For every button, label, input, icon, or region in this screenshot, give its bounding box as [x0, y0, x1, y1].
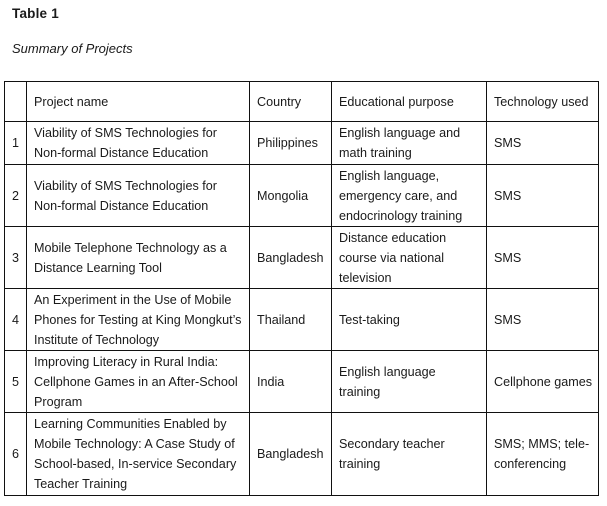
project-name-cell: Viability of SMS Technologies for Non-formal Distance Education [27, 122, 250, 165]
educational-purpose-cell: Distance education course via national television [332, 227, 487, 289]
country-cell: Bangladesh [250, 227, 332, 289]
technology-used-cell: Cellphone games [487, 351, 599, 413]
project-name-cell: An Experiment in the Use of Mobile Phones for Testing at King Mongkut’s Institute of Technology [27, 289, 250, 351]
educational-purpose-cell: English language, emergency care, and endocrinology training [332, 165, 487, 227]
educational-purpose-cell: English language training [332, 351, 487, 413]
table-caption: Summary of Projects [12, 41, 133, 56]
row-number: 4 [5, 289, 27, 351]
project-name-cell: Learning Communities Enabled by Mobile Technology: A Case Study of School-based, In-service Secondary Teacher Training [27, 413, 250, 496]
row-number: 2 [5, 165, 27, 227]
technology-used-cell: SMS [487, 227, 599, 289]
table-label: Table 1 [12, 6, 59, 21]
country-cell: Thailand [250, 289, 332, 351]
educational-purpose-cell: Secondary teacher training [332, 413, 487, 496]
row-number: 3 [5, 227, 27, 289]
header-country: Country [250, 82, 332, 122]
technology-used-cell: SMS [487, 122, 599, 165]
table-row [5, 122, 599, 165]
technology-used-cell: SMS; MMS; tele-conferencing [487, 413, 599, 496]
header-number [5, 82, 27, 122]
table-header-row [5, 82, 599, 122]
project-name-cell: Improving Literacy in Rural India: Cellphone Games in an After-School Program [27, 351, 250, 413]
country-cell: India [250, 351, 332, 413]
table-row [5, 227, 599, 289]
technology-used-cell: SMS [487, 289, 599, 351]
project-name-cell: Viability of SMS Technologies for Non-formal Distance Education [27, 165, 250, 227]
header-technology-used: Technology used [487, 82, 599, 122]
header-project-name: Project name [27, 82, 250, 122]
project-name-cell: Mobile Telephone Technology as a Distance Learning Tool [27, 227, 250, 289]
table-row [5, 351, 599, 413]
row-number: 1 [5, 122, 27, 165]
table-row [5, 289, 599, 351]
educational-purpose-cell: Test-taking [332, 289, 487, 351]
header-educational-purpose: Educational purpose [332, 82, 487, 122]
country-cell: Mongolia [250, 165, 332, 227]
country-cell: Bangladesh [250, 413, 332, 496]
projects-summary-table [4, 81, 599, 496]
technology-used-cell: SMS [487, 165, 599, 227]
row-number: 5 [5, 351, 27, 413]
row-number: 6 [5, 413, 27, 496]
table-row [5, 165, 599, 227]
table-row [5, 413, 599, 496]
country-cell: Philippines [250, 122, 332, 165]
educational-purpose-cell: English language and math training [332, 122, 487, 165]
